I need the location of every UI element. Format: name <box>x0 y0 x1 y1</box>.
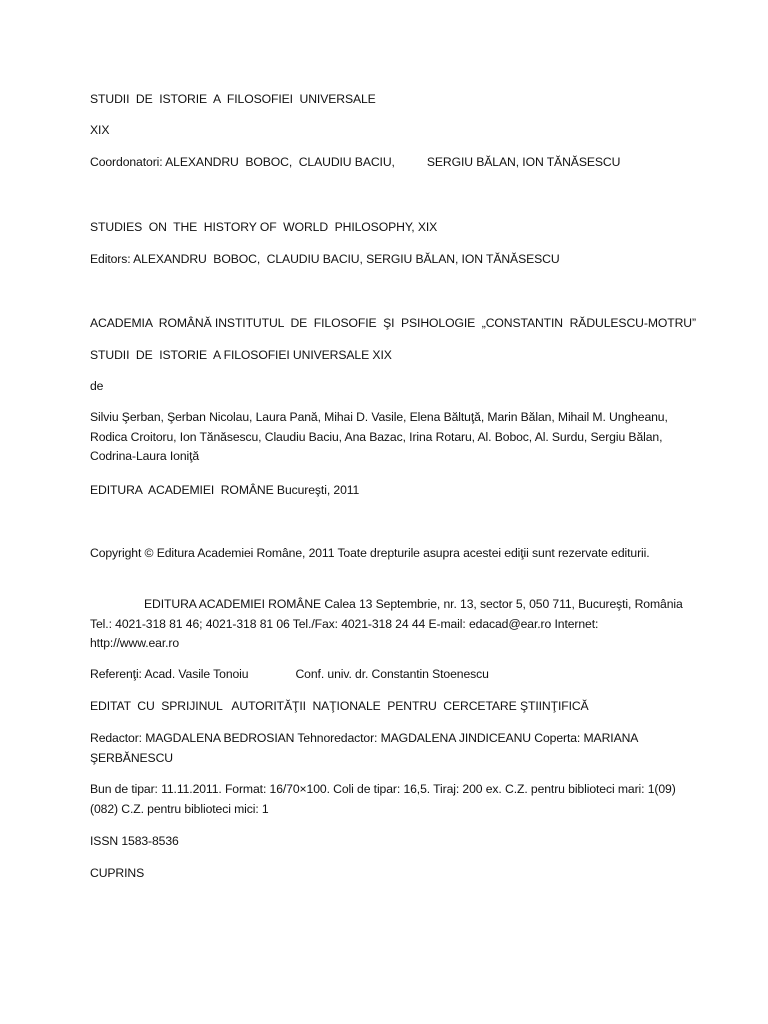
publisher-line: EDITURA ACADEMIEI ROMÂNE Bucureşti, 2011 <box>90 483 360 497</box>
issn-line: ISSN 1583-8536 <box>90 834 179 848</box>
title-romanian: STUDII DE ISTORIE A FILOSOFIEI UNIVERSALE <box>90 92 376 106</box>
editors-line: Editors: ALEXANDRU BOBOC, CLAUDIU BACIU, SERGIU BĂLAN, ION TĂNĂSESCU <box>90 252 560 266</box>
support-line: EDITAT CU SPRIJINUL AUTORITĂŢII NAŢIONALE PENTRU CERCETARE ŞTIINŢIFICĂ <box>90 699 589 713</box>
coordinators-label: Coordonatori: ALEXANDRU BOBOC, CLAUDIU BACIU, <box>90 155 395 169</box>
referees-line <box>90 665 489 684</box>
publisher-address: EDITURA ACADEMIEI ROMÂNE Calea 13 Septembrie, nr. 13, sector 5, 050 711, Bucureşti, România Tel.: 4021-318 81 46; 4021-318 81 06 Tel./Fax: 4021-318 24 44 E-mail: edacad@ear.ro Internet: http://www.ear.ro <box>90 597 683 650</box>
referees-first: Referenţi: Acad. Vasile Tonoiu <box>90 667 249 681</box>
copyright-notice: Copyright © Editura Academiei Române, 2011 Toate drepturile asupra acestei ediţii sunt rezervate editurii. <box>90 546 650 560</box>
by-label: de <box>90 379 104 393</box>
credits-line: Redactor: MAGDALENA BEDROSIAN Tehnoredactor: MAGDALENA JINDICEANU Coperta: MARIANA ŞERBĂNESCU <box>90 731 638 765</box>
title-english: STUDIES ON THE HISTORY OF WORLD PHILOSOPHY, XIX <box>90 220 438 234</box>
referees-second: Conf. univ. dr. Constantin Stoenescu <box>295 667 489 681</box>
title-romanian-2: STUDII DE ISTORIE A FILOSOFIEI UNIVERSALE XIX <box>90 348 392 362</box>
volume-number: XIX <box>90 123 110 137</box>
authors-list: Silviu Şerban, Şerban Nicolau, Laura Pană, Mihai D. Vasile, Elena Băltuţă, Marin Bălan, Mihail M. Ungheanu, Rodica Croitoru, Ion Tănăsescu, Claudiu Baciu, Ana Bazac, Irina Rotaru, Al. Boboc, Al. Surdu, Sergiu Bălan, Codrina-Laura Ioniţă <box>90 410 668 463</box>
contents-heading: CUPRINS <box>90 866 145 880</box>
coordinators-rest: SERGIU BĂLAN, ION TĂNĂSESCU <box>426 155 621 169</box>
print-info: Bun de tipar: 11.11.2011. Format: 16/70×100. Coli de tipar: 16,5. Tiraj: 200 ex. C.Z. pentru biblioteci mari: 1(09)(082) C.Z. pentru biblioteci mici: 1 <box>90 782 676 816</box>
coordinators-line <box>90 153 620 172</box>
institution-line: ACADEMIA ROMÂNĂ INSTITUTUL DE FILOSOFIE ŞI PSIHOLOGIE „CONSTANTIN RĂDULESCU-MOTRU” <box>90 316 696 330</box>
